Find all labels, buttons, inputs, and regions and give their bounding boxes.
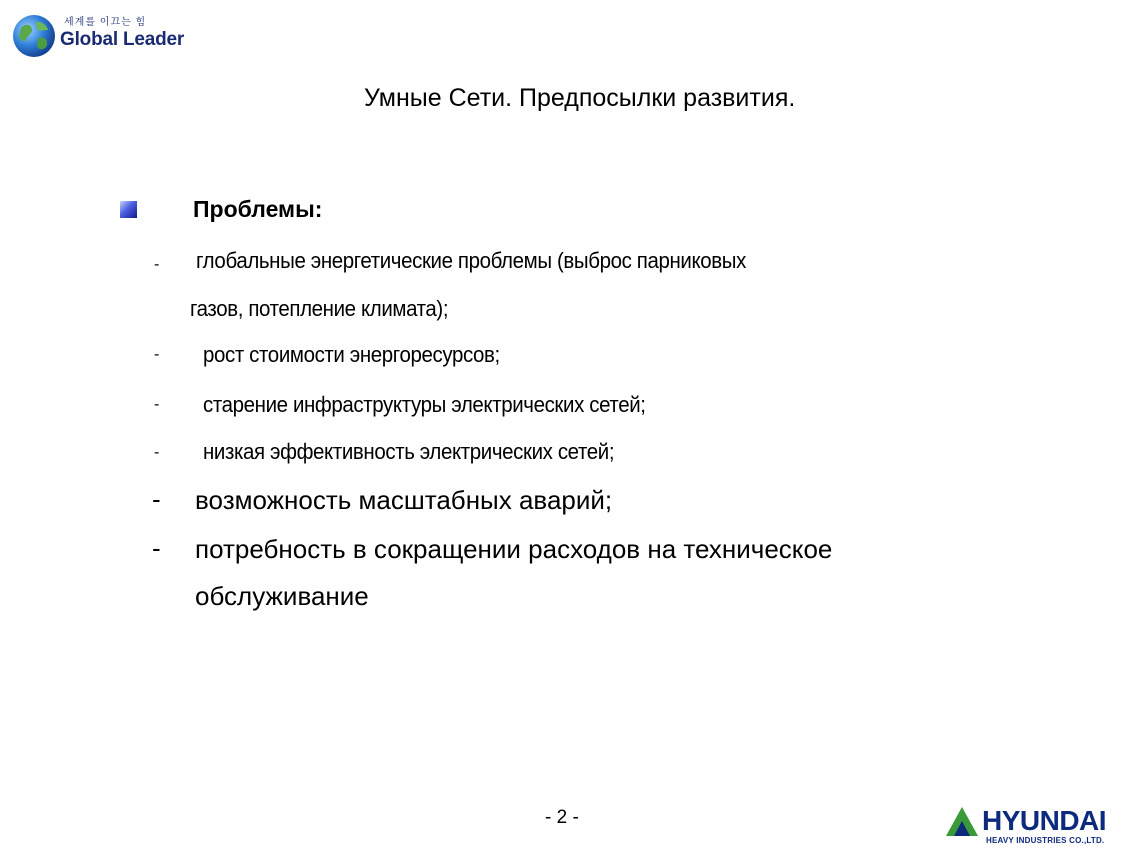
list-item-line: обслуживание (195, 581, 369, 611)
list-dash: - (154, 396, 160, 413)
global-leader-logo (12, 12, 212, 60)
list-item-line: газов, потепление климата); (190, 296, 449, 321)
list-dash: - (154, 346, 160, 363)
globe-icon (12, 14, 56, 58)
hyundai-company-subtitle: HEAVY INDUSTRIES CO.,LTD. (986, 836, 1105, 845)
slide-title: Умные Сети. Предпосылки развития. (364, 84, 796, 112)
list-dash: - (152, 533, 161, 563)
list-dash: - (152, 484, 161, 514)
page-number: - 2 - (545, 807, 579, 828)
list-item-line: низкая эффективность электрических сетей; (203, 439, 615, 464)
logo-brand-name: Global Leader (60, 29, 185, 50)
hyundai-logo (944, 804, 1128, 848)
list-dash: - (154, 444, 160, 461)
list-item-line: глобальные энергетические проблемы (выброс парниковых (196, 248, 746, 273)
list-dash: - (154, 256, 160, 273)
list-item-line: рост стоимости энергоресурсов; (203, 342, 500, 367)
list-item-line: возможность масштабных аварий; (195, 485, 613, 515)
hyundai-company-name: HYUNDAI (982, 805, 1107, 836)
hyundai-triangle-icon (944, 804, 982, 838)
list-item-line: потребность в сокращении расходов на техническое (195, 534, 833, 564)
logo-tagline: 세계를 이끄는 힘 (64, 17, 147, 28)
section-heading: Проблемы: (193, 196, 323, 222)
square-bullet-icon (119, 200, 139, 220)
list-item-line: старение инфраструктуры электрических сетей; (203, 392, 646, 417)
